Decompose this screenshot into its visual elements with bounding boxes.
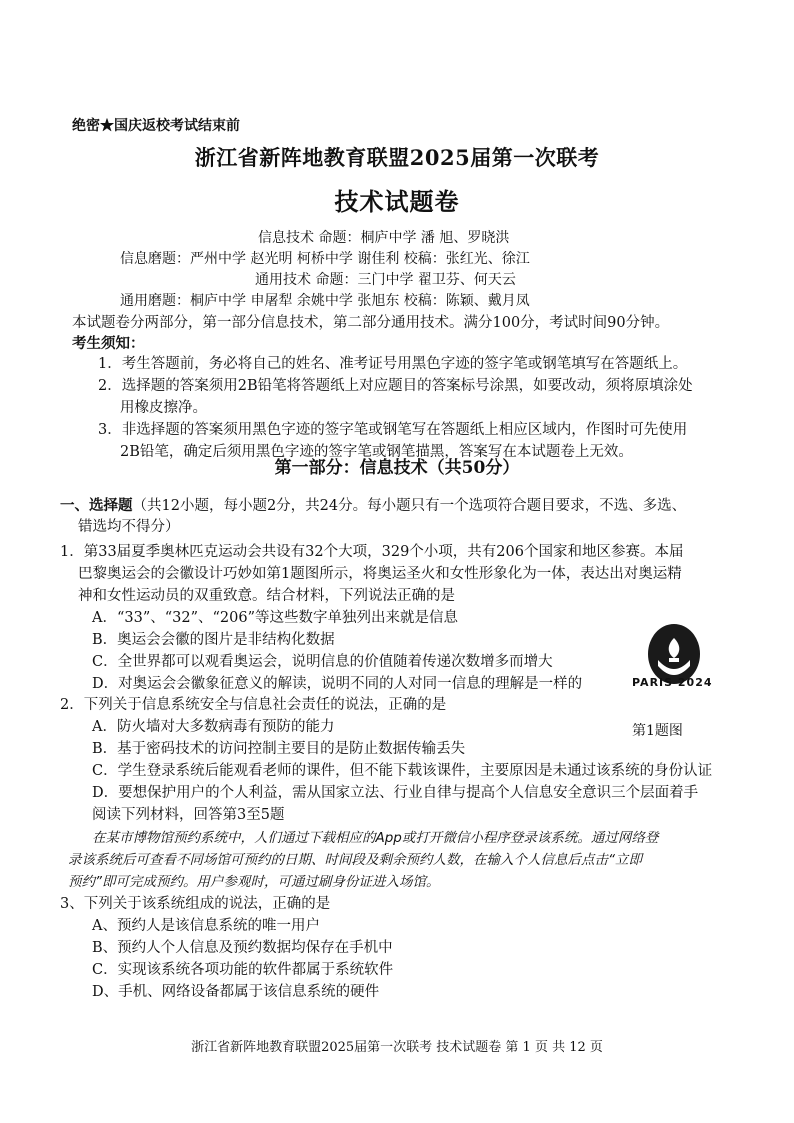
notice-item: 2B铅笔，确定后须用黑色字迹的签字笔或钢笔描黑，答案写在本试题卷上无效。 bbox=[120, 444, 633, 460]
material-text: 预约”即可完成预约。用户参观时，可通过刷身份证进入场馆。 bbox=[68, 874, 440, 890]
credit-line: 信息磨题：严州中学 赵光明 柯桥中学 谢佳利 校稿：张红光、徐江 bbox=[120, 251, 530, 267]
q3-option-b: B、预约人个人信息及预约数据均保存在手机中 bbox=[92, 940, 393, 956]
notice-item: 3．非选择题的答案须用黑色字迹的签字笔或钢笔写在答题纸上相应区域内，作图时可先使用 bbox=[98, 422, 688, 438]
q1-stem: 巴黎奥运会的会徽设计巧妙如第1题图所示，将奥运圣火和女性形象化为一体，表达出对奥运精 bbox=[78, 566, 682, 582]
logo-text: PARIS 2024 bbox=[632, 676, 713, 689]
q2-option-a: A．防火墙对大多数病毒有预防的能力 bbox=[92, 719, 335, 735]
section-desc-cont: 错选均不得分） bbox=[78, 519, 180, 535]
part1-title: 第一部分：信息技术（共50分） bbox=[274, 458, 520, 478]
credit-line: 通用技术 命题：三门中学 翟卫芬、何天云 bbox=[255, 272, 516, 288]
exam-intro: 本试题卷分两部分，第一部分信息技术，第二部分通用技术。满分100分，考试时间90分钟。 bbox=[72, 315, 670, 331]
notice-item: 2．选择题的答案须用2B铅笔将答题纸上对应题目的答案标号涂黑，如要改动，须将原填涂处 bbox=[98, 378, 693, 394]
section-label: 一、选择题 bbox=[60, 497, 133, 514]
credit-line: 信息技术 命题：桐庐中学 潘 旭、罗晓洪 bbox=[258, 230, 510, 246]
credit-line: 通用磨题：桐庐中学 申屠犁 余姚中学 张旭东 校稿：陈颖、戴月凤 bbox=[120, 293, 530, 309]
q2-option-c: C．学生登录系统后能观看老师的课件，但不能下载该课件，主要原因是未通过该系统的身份认证 bbox=[92, 763, 713, 779]
q1-stem: 神和女性运动员的双重致意。结合材料，下列说法正确的是 bbox=[78, 588, 455, 604]
exam-title: 浙江省新阵地教育联盟2025届第一次联考 bbox=[194, 145, 600, 170]
q1-option-c: C．全世界都可以观看奥运会，说明信息的价值随着传递次数增多而增大 bbox=[92, 654, 553, 670]
material-text: 录该系统后可查看不同场馆可预约的日期、时间段及剩余预约人数，在输入个人信息后点击“立即 bbox=[68, 852, 642, 868]
q2-option-d: D．要想保护用户的个人利益，需从国家立法、行业自律与提高个人信息安全意识三个层面着手 bbox=[92, 785, 699, 801]
q1-stem: 1．第33届夏季奥林匹克运动会共设有32个大项，329个小项，共有206个国家和地区参赛。本届 bbox=[60, 544, 684, 560]
section-desc: （共12小题，每小题2分，共24分。每小题只有一个选项符合题目要求，不选、多选、 bbox=[132, 498, 687, 514]
notice-heading: 考生须知： bbox=[72, 335, 145, 352]
section-heading bbox=[60, 497, 686, 515]
q1-option-d: D．对奥运会会徽象征意义的解读，说明不同的人对同一信息的理解是一样的 bbox=[92, 676, 583, 692]
material-intro: 阅读下列材料，回答第3至5题 bbox=[92, 807, 285, 823]
notice-item: 用橡皮擦净。 bbox=[120, 400, 207, 416]
q3-option-c: C．实现该系统各项功能的软件都属于系统软件 bbox=[92, 962, 394, 978]
confidential-label: 绝密★国庆返校考试结束前 bbox=[72, 118, 240, 134]
exam-subtitle: 技术试题卷 bbox=[334, 187, 460, 216]
material-text: 在某市博物馆预约系统中，人们通过下载相应的App或打开微信小程序登录该系统。通过网络登 bbox=[92, 830, 659, 846]
q3-option-d: D、手机、网络设备都属于该信息系统的硬件 bbox=[92, 984, 380, 1000]
notice-item: 1．考生答题前，务必将自己的姓名、准考证号用黑色字迹的签字笔或钢笔填写在答题纸上。 bbox=[98, 356, 688, 372]
q3-option-a: A、预约人是该信息系统的唯一用户 bbox=[92, 918, 320, 934]
paris-logo-icon bbox=[628, 620, 720, 715]
q1-option-b: B．奥运会会徽的图片是非结构化数据 bbox=[92, 632, 335, 648]
figure-caption: 第1题图 bbox=[632, 723, 683, 739]
q3-stem: 3、下列关于该系统组成的说法，正确的是 bbox=[60, 896, 331, 912]
q1-option-a: A．“33”、“32”、“206”等这些数字单独列出来就是信息 bbox=[92, 610, 459, 626]
page-footer: 浙江省新阵地教育联盟2025届第一次联考 技术试题卷 第 1 页 共 12 页 bbox=[191, 1040, 603, 1055]
q2-stem: 2．下列关于信息系统安全与信息社会责任的说法，正确的是 bbox=[60, 697, 447, 713]
q2-option-b: B．基于密码技术的访问控制主要目的是防止数据传输丢失 bbox=[92, 741, 466, 757]
